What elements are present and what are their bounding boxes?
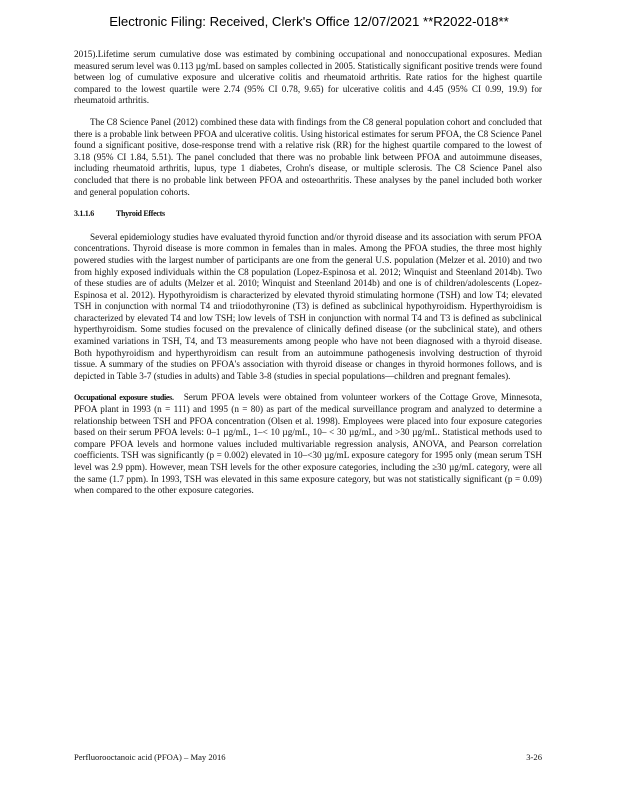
section-number: 3.1.1.6 (74, 209, 94, 219)
footer-document-title: Perfluorooctanoic acid (PFOA) – May 2016 (74, 752, 226, 762)
filing-stamp-header: Electronic Filing: Received, Clerk's Office 12/07/2021 **R2022-018** (109, 14, 509, 29)
section-title: Thyroid Effects (115, 209, 165, 219)
paragraph-occupational-exposure (74, 392, 542, 496)
footer-page-number: 3-26 (526, 752, 542, 762)
runin-heading: Occupational exposure studies. (74, 393, 174, 403)
paragraph-occupational-text: Serum PFOA levels were obtained from volunteer workers of the Cottage Grove, Minnesota, PFOA plant in 1993 (n = 111) and 1995 (n = 80) as part of the medical surveillance program and analyzed to determine a relationship between TSH and PFOA concentration (Olsen et al. 1998). Employees were placed into four exposure categories based on their serum PFOA levels: 0–1 µg/mL, 1–< 10 µg/mL, 10– < 30 µg/mL, and >30 µg/mL. Statistical methods used to compare PFOA levels and hormone values included multivariable regression analysis, ANOVA, and Pearson correlation coefficients. TSH was significantly (p = 0.002) elevated in 10–<30 µg/mL exposure category for 1995 only (mean serum TSH level was 2.9 ppm). However, mean TSH levels for the other exposure categories, including the ≥30 µg/mL category, were all the same (1.7 ppm). In 1993, TSH was elevated in this same exposure category, but was not statistically significant (p = 0.09) when compared to the other exposure categories. (74, 392, 542, 496)
document-body (74, 49, 542, 507)
paragraph-lifetime-serum: 2015).Lifetime serum cumulative dose was estimated by combining occupational and nonoccupational exposures. Median measured serum level was 0.113 µg/mL based on samples collected in 2005. Statistically significant positive trends were found between log of cumulative exposure and ulcerative colitis and rheumatoid arthritis. Rate ratios for the highest quartile compared to the lowest quartile were 2.74 (95% CI 0.78, 9.65) for ulcerative colitis and 4.45 (95% CI 0.99, 19.9) for rheumatoid arthritis. (74, 49, 542, 106)
section-heading (74, 208, 542, 220)
paragraph-c8-science-panel: The C8 Science Panel (2012) combined these data with findings from the C8 general population cohort and concluded that there is a probable link between PFOA and ulcerative colitis. Using historical estimates for serum PFOA, the C8 Science Panel found a significant positive, dose-response trend with a relative risk (RR) for the highest quartile compared to the lowest of 3.18 (95% CI 1.84, 5.51). The panel concluded that there was no probable link between PFOA and autoimmune diseases, including rheumatoid arthritis, lupus, type 1 diabetes, Crohn's disease, or multiple sclerosis. The C8 Science Panel also concluded that there is no probable link between PFOA and osteoarthritis. These analyses by the panel included both worker and general population cohorts. (74, 116, 542, 197)
paragraph-thyroid-overview: Several epidemiology studies have evaluated thyroid function and/or thyroid disease and its association with serum PFOA concentrations. Thyroid disease is more common in females than in males. Among the PFOA studies, the three most highly powered studies with the largest number of participants are one from the general U.S. population (Melzer et al. 2010) and two from highly exposed individuals within the C8 population (Lopez-Espinosa et al. 2012; Winquist and Steenland 2014b). Two of these studies are of adults (Melzer et al. 2010; Winquist and Steenland 2014b) and one is of children/adolescents (Lopez-Espinosa et al. 2012). Hypothyroidism is characterized by elevated thyroid stimulating hormone (TSH) and low T4; elevated TSH in conjunction with normal T4 and triiodothyronine (T3) is defined as subclinical hypothyroidism. Hyperthyroidism is characterized by elevated T4 and low TSH; low levels of TSH in conjunction with normal T4 and T3 is defined as subclinical hyperthyroidism. Some studies focused on the prevalence of clinically defined disease (or the subclinical state), and others examined variations in TSH, T4, and T3 measurements among people who have not been diagnosed with a thyroid disease. Both hypothyroidism and hyperthyroidism can result from an autoimmune pathogenesis involving destruction of thyroid tissue. A summary of the studies on PFOA's association with thyroid disease or changes in thyroid hormones follows, and is depicted in Table 3-7 (studies in adults) and Table 3-8 (studies in special populations—children and pregnant females). (74, 231, 542, 381)
